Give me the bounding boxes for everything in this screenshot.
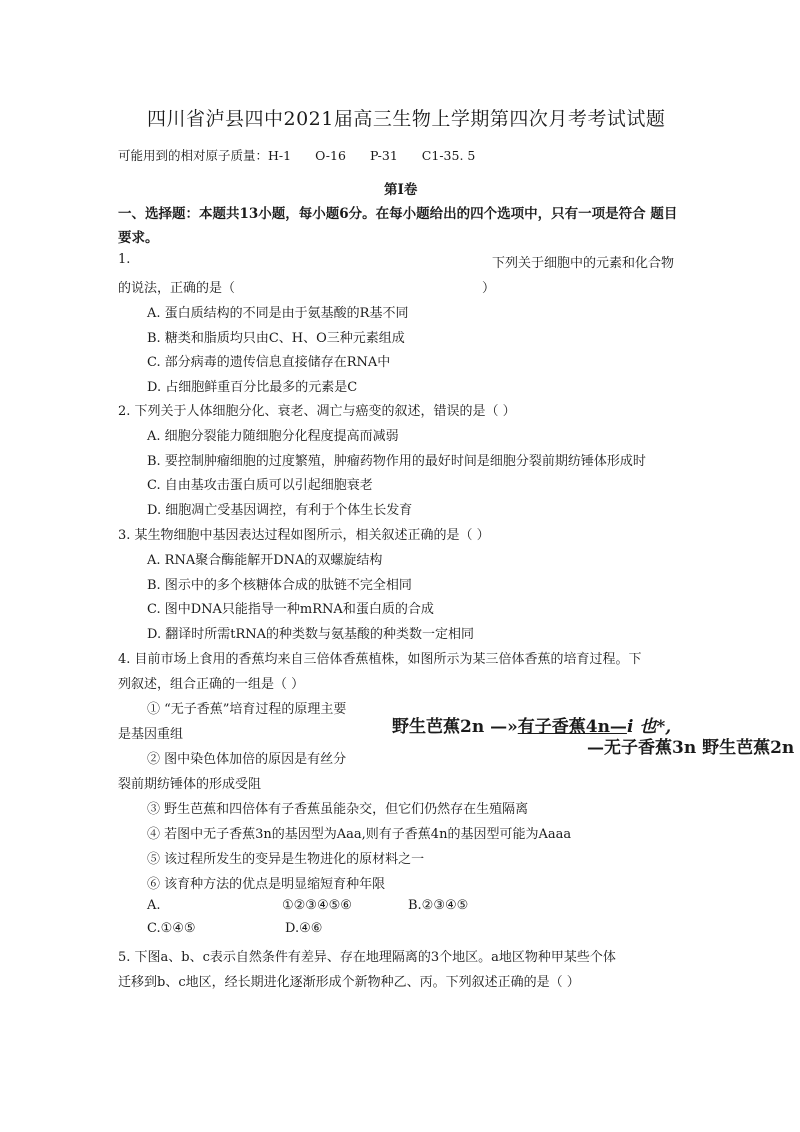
q4-stem-line2: 列叙述，组合正确的一组是（ ）	[118, 677, 305, 692]
q4-item1-line2: 是基因重组	[118, 727, 184, 742]
section-instructions-line1: 一、选择题：本题共13小题，每小题6分。在每小题给出的四个选项中，只有一项是符合 题目	[118, 206, 678, 222]
q2-option-d: D. 细胞凋亡受基因调控，有利于个体生长发育	[147, 503, 413, 518]
q1-option-c: C. 部分病毒的遗传信息直接储存在RNA中	[147, 355, 391, 370]
q4-choice-a-label: A.	[147, 898, 161, 913]
q2-option-b: B. 要控制肿瘤细胞的过度繁殖，肿瘤药物作用的最好时间是细胞分裂前期纺锤体形成时	[147, 454, 646, 469]
q4-figure-line2: —无子香蕉3n 野生芭蕉2n	[587, 738, 795, 758]
atomic-mass-cl: C1-35. 5	[421, 148, 476, 163]
q4-choice-a-value: ①②③④⑤⑥	[282, 898, 352, 913]
q5-stem-line2: 迁移到b、c地区，经长期进化逐渐形成个新物种乙、丙。下列叙述正确的是（ ）	[118, 975, 580, 990]
q1-option-d: D. 占细胞鲜重百分比最多的元素是C	[147, 380, 358, 395]
q4-item6: ⑥ 该育种方法的优点是明显缩短育种年限	[147, 877, 386, 892]
q3-option-c: C. 图中DNA只能指导一种mRNA和蛋白质的合成	[147, 602, 434, 617]
atomic-mass-p: P-31	[369, 148, 398, 163]
q3-option-d: D. 翻译时所需tRNA的种类数与氨基酸的种类数一定相同	[147, 627, 474, 642]
q4-item2-line2: 裂前期纺锤体的形成受阻	[118, 777, 262, 792]
q4-choice-d: D.④⑥	[285, 921, 323, 936]
q4-item4: ④ 若图中无子香蕉3n的基因型为Aaa,则有子香蕉4n的基因型可能为Aaaa	[147, 827, 572, 842]
q1-option-a: A. 蛋白质结构的不同是由于氨基酸的R基不同	[147, 306, 409, 321]
q4-figure-garbled-arrow: i 也*,	[626, 717, 672, 737]
atomic-mass-o: O-16	[315, 148, 346, 163]
q4-item5: ⑤ 该过程所发生的变异是生物进化的原材料之一	[147, 852, 425, 867]
q2-option-a: A. 细胞分裂能力随细胞分化程度提高而减弱	[147, 429, 399, 444]
q4-item2-line1: ② 图中染色体加倍的原因是有丝分	[147, 752, 347, 767]
q4-figure-wild-banana: 野生芭蕉2n —»	[392, 717, 518, 737]
q1-number: 1.	[118, 252, 131, 267]
q1-stem-line2: 的说法，正确的是（	[118, 281, 236, 296]
q3-option-b: B. 图示中的多个核糖体合成的肽链不完全相同	[147, 578, 412, 593]
q5-stem-line1: 5. 下图a、b、c表示自然条件有差异、存在地理隔离的3个地区。a地区物种甲某些个体	[118, 950, 616, 965]
q4-stem-line1: 4. 目前市场上食用的香蕉均来自三倍体香蕉植株，如图所示为某三倍体香蕉的培育过程。下	[118, 652, 642, 667]
atomic-mass-line	[118, 146, 475, 164]
q1-stem-right: 下列关于细胞中的元素和化合物	[492, 256, 675, 271]
q4-choice-b: B.②③④⑤	[408, 898, 469, 913]
page-title: 四川省泸县四中2021届高三生物上学期第四次月考考试试题	[147, 108, 666, 130]
q4-item1-line1: ① “无子香蕉”培育过程的原理主要	[147, 702, 347, 717]
q2-stem: 2. 下列关于人体细胞分化、衰老、凋亡与癌变的叙述，错误的是（ ）	[118, 404, 516, 419]
atomic-mass-label: 可能用到的相对原子质量：	[118, 148, 269, 163]
part-heading: 第I卷	[384, 182, 418, 198]
q4-choice-c: C.①④⑤	[147, 921, 196, 936]
q1-option-b: B. 糖类和脂质均只由C、H、O三种元素组成	[147, 331, 405, 346]
q3-option-a: A. RNA聚合酶能解开DNA的双螺旋结构	[147, 553, 383, 568]
q1-paren-close: ）	[482, 281, 496, 296]
q4-item3: ③ 野生芭蕉和四倍体有子香蕉虽能杂交，但它们仍然存在生殖隔离	[147, 802, 529, 817]
atomic-mass-h: H-1	[268, 148, 292, 163]
q2-option-c: C. 自由基攻击蛋白质可以引起细胞衰老	[147, 478, 373, 493]
q4-figure-seeded-banana: 有子香蕉4n—	[517, 717, 627, 737]
section-instructions-line2: 要求。	[118, 230, 159, 246]
q3-stem: 3. 某生物细胞中基因表达过程如图所示，相关叙述正确的是（ ）	[118, 528, 490, 543]
